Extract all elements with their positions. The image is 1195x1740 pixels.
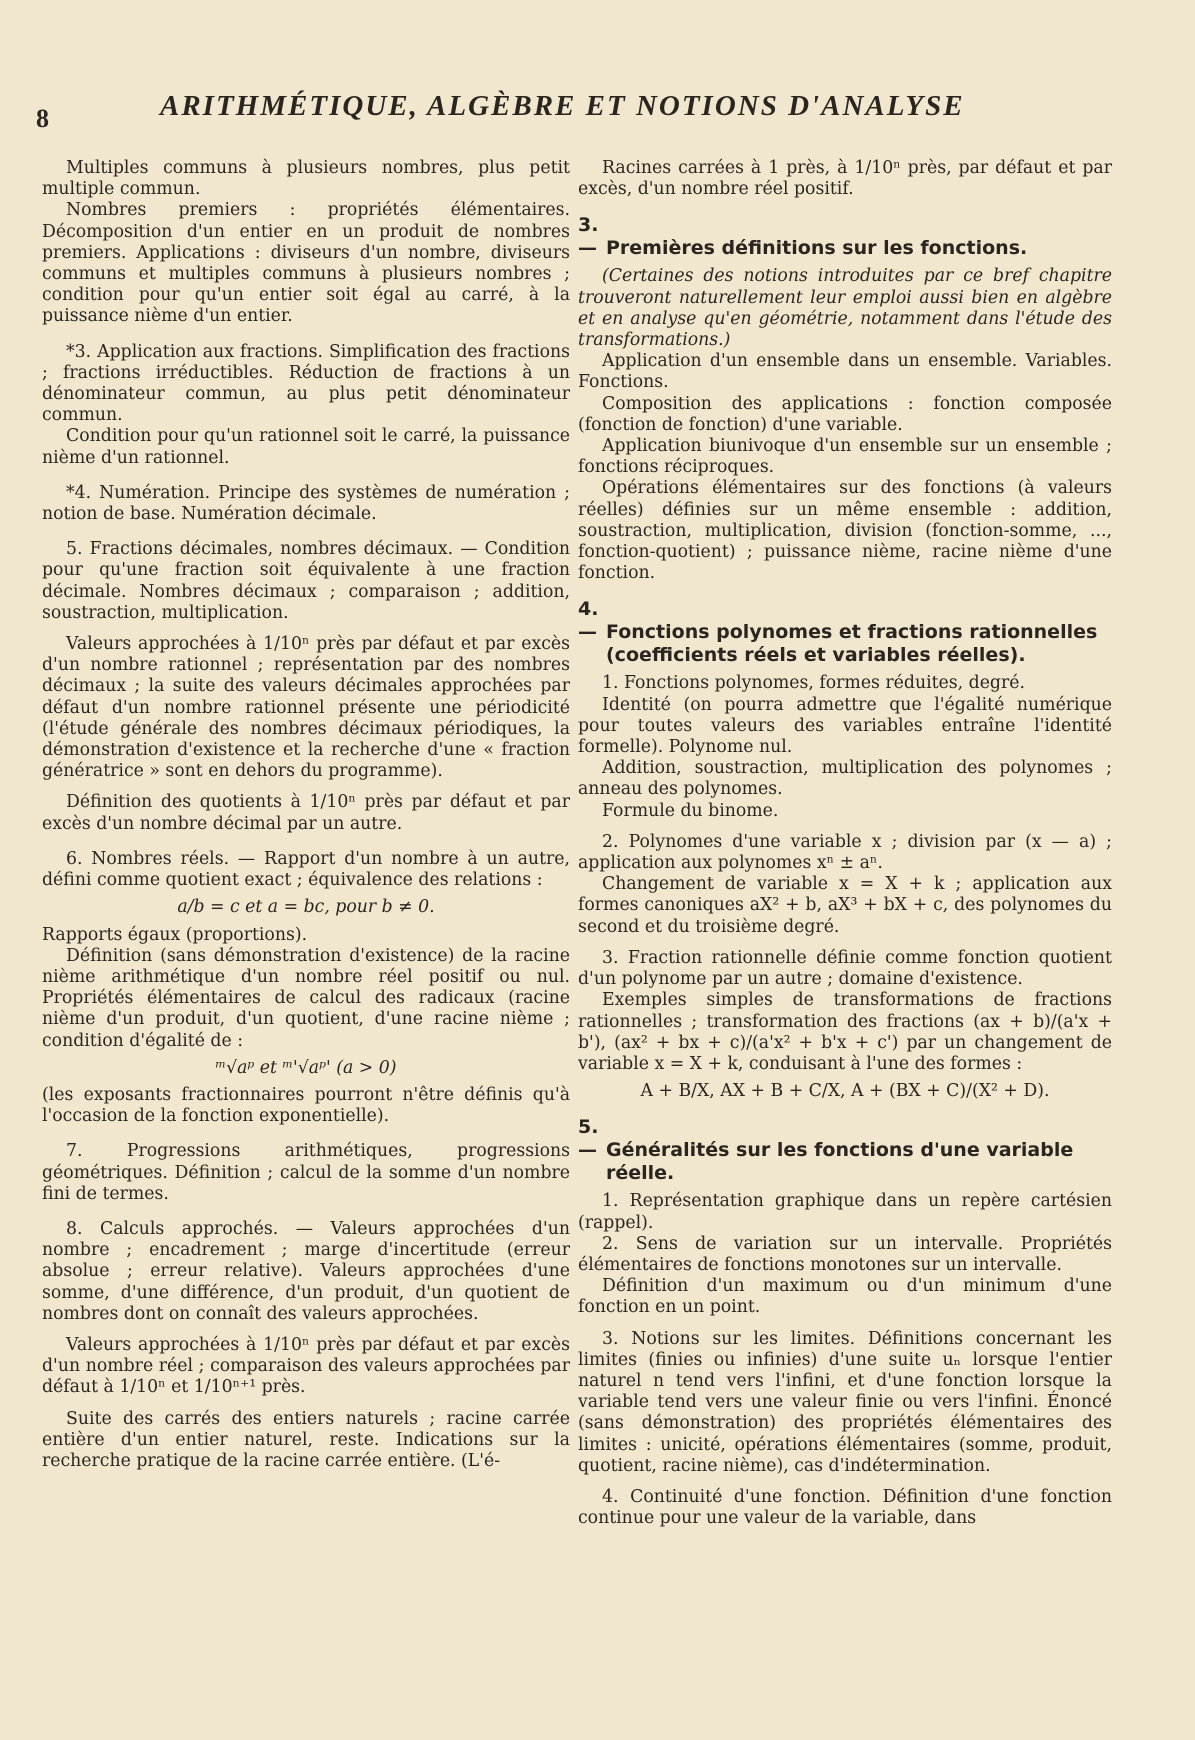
paragraph: Opérations élémentaires sur des fonctions (à valeurs réelles) définies sur un même ensemble : addition, soustraction, multiplication, division (fonction-somme, ..., fonction-quotient) ; puissance nième, racine nième d'une fonction. bbox=[578, 478, 1112, 584]
paragraph: *4. Numération. Principe des systèmes de numération ; notion de base. Numération décimale. bbox=[42, 482, 570, 525]
section-heading-3 bbox=[578, 214, 1112, 260]
paragraph: Définition (sans démonstration d'existence) de la racine nième arithmétique d'un nombre réel positif ou nul. Propriétés élémentaires de calcul des radicaux (racine nième d'un produit, d'un quotient, d'une racine nième ; condition d'égalité de : bbox=[42, 945, 570, 1051]
paragraph: 6. Nombres réels. — Rapport d'un nombre à un autre, défini comme quotient exact ; équivalence des relations : bbox=[42, 848, 570, 891]
paragraph: Nombres premiers : propriétés élémentaires. Décomposition d'un entier en un produit de nombres premiers. Applications : diviseurs d'un nombre, diviseurs communs et multiples communs à plusieurs nombres ; condition pour qu'un entier soit égal au carré, à la puissance nième d'un entier. bbox=[42, 200, 570, 327]
paragraph: 3. Fraction rationnelle définie comme fonction quotient d'un polynome par un autre ; domaine d'existence. bbox=[578, 947, 1112, 990]
paragraph: Valeurs approchées à 1/10ⁿ près par défaut et par excès d'un nombre rationnel ; représentation par des nombres décimaux ; la suite des valeurs décimales approchées par défaut d'un nombre rationnel présente une périodicité (l'étude générale des nombres décimaux périodiques, la démonstration d'existence et la recherche d'une « fraction génératrice » sont en dehors du programme). bbox=[42, 634, 570, 782]
section-heading-5 bbox=[578, 1116, 1112, 1185]
section-number: 5. — bbox=[578, 1116, 599, 1162]
paragraph: Rapports égaux (proportions). bbox=[42, 924, 308, 945]
left-column bbox=[42, 158, 570, 1472]
paragraph: 1. Fonctions polynomes, formes réduites, degré. bbox=[602, 673, 1025, 694]
paragraph: Condition pour qu'un rationnel soit le carré, la puissance nième d'un rationnel. bbox=[42, 426, 570, 468]
paragraph: *3. Application aux fractions. Simplification des fractions ; fractions irréductibles. Réduction de fractions à un dénominateur commun, au plus petit dénominateur commun. bbox=[42, 341, 570, 426]
paragraph: 8. Calculs approchés. — Valeurs approchées d'un nombre ; encadrement ; marge d'incertitude (erreur absolue ; erreur relative). Valeurs approchées d'une somme, d'une différence, d'un produit, d'un quotient de nombres dont on connaît des valeurs approchées. bbox=[42, 1218, 570, 1324]
paragraph: Suite des carrés des entiers naturels ; racine carrée entière d'un entier naturel, reste. Indications sur la recherche pratique de la racine carrée entière. (L'é- bbox=[42, 1408, 570, 1471]
paragraph: (les exposants fractionnaires pourront n'être définis qu'à l'occasion de la fonction exponentielle). bbox=[42, 1084, 570, 1127]
note: (Certaines des notions introduites par ce bref chapitre trouveront naturellement leur emploi aussi bien en algèbre et en analyse qu'en géométrie, notamment dans l'étude des transformations.) bbox=[578, 266, 1112, 351]
paragraph: Formule du binome. bbox=[602, 800, 779, 821]
paragraph: Définition d'un maximum ou d'un minimum d'une fonction en un point. bbox=[578, 1276, 1112, 1318]
paragraph: Changement de variable x = X + k ; application aux formes canoniques aX² + b, aX³ + bX + c, des polynomes du second et du troisième degré. bbox=[578, 874, 1112, 937]
paragraph: Exemples simples de transformations de fractions rationnelles ; transformation des fractions (ax + b)/(a'x + b'), (ax² + bx + c)/(a'x² + b'x + c') par un changement de variable x = X + k, conduisant à l'une des formes : bbox=[578, 990, 1112, 1074]
paragraph: Identité (on pourra admettre que l'égalité numérique pour toutes valeurs des variables entraîne l'identité formelle). Polynome nul. bbox=[578, 694, 1112, 758]
paragraph: 7. Progressions arithmétiques, progressions géométriques. Définition ; calcul de la somme d'un nombre fini de termes. bbox=[42, 1141, 570, 1204]
running-title: ARITHMÉTIQUE, ALGÈBRE ET NOTIONS D'ANALYSE bbox=[160, 90, 965, 122]
paragraph: Application d'un ensemble dans un ensemble. Variables. Fonctions. bbox=[578, 351, 1112, 393]
page-number: 8 bbox=[36, 104, 49, 133]
paragraph: Application biunivoque d'un ensemble sur un ensemble ; fonctions réciproques. bbox=[578, 436, 1112, 478]
section-title: Premières définitions sur les fonctions. bbox=[606, 237, 1028, 260]
paragraph: Composition des applications : fonction composée (fonction de fonction) d'une variable. bbox=[578, 393, 1112, 435]
paragraph: Multiples communs à plusieurs nombres, plus petit multiple commun. bbox=[42, 158, 570, 200]
paragraph: Racines carrées à 1 près, à 1/10ⁿ près, par défaut et par excès, d'un nombre réel positif. bbox=[578, 158, 1112, 200]
section-heading-4 bbox=[578, 598, 1112, 667]
paragraph: Addition, soustraction, multiplication des polynomes ; anneau des polynomes. bbox=[578, 758, 1112, 800]
formula: a/b = c et a = bc, pour b ≠ 0. bbox=[177, 897, 435, 918]
paragraph: 4. Continuité d'une fonction. Définition d'une fonction continue pour une valeur de la variable, dans bbox=[578, 1486, 1112, 1529]
paragraph: 2. Polynomes d'une variable x ; division par (x — a) ; application aux polynomes xⁿ ± aⁿ. bbox=[578, 831, 1112, 874]
paragraph: Définition des quotients à 1/10ⁿ près par défaut et par excès d'un nombre décimal par un autre. bbox=[42, 792, 570, 834]
formula: ᵐ√aᵖ et ᵐ'√aᵖ' (a > 0) bbox=[215, 1057, 397, 1078]
section-title: Fonctions polynomes et fractions rationnelles (coefficients réels et variables réelles). bbox=[606, 621, 1098, 667]
paragraph: 1. Représentation graphique dans un repère cartésien (rappel). bbox=[578, 1191, 1112, 1233]
formula: A + B/X, AX + B + C/X, A + (BX + C)/(X² + D). bbox=[640, 1081, 1050, 1102]
paragraph: 5. Fractions décimales, nombres décimaux. — Condition pour qu'une fraction soit équivalente à une fraction décimale. Nombres décimaux ; comparaison ; addition, soustraction, multiplication. bbox=[42, 539, 570, 623]
paragraph: 2. Sens de variation sur un intervalle. Propriétés élémentaires de fonctions monotones sur un intervalle. bbox=[578, 1233, 1112, 1275]
section-title: Généralités sur les fonctions d'une variable réelle. bbox=[606, 1139, 1074, 1185]
paragraph: Valeurs approchées à 1/10ⁿ près par défaut et par excès d'un nombre réel ; comparaison des valeurs approchées par défaut à 1/10ⁿ et 1/10ⁿ⁺¹ près. bbox=[42, 1334, 570, 1398]
paragraph: 3. Notions sur les limites. Définitions concernant les limites (finies ou infinies) d'une suite uₙ lorsque l'entier naturel n tend vers l'infini, et d'une fonction lorsque la variable tend vers une valeur finie ou vers l'infini. Énoncé (sans démonstration) des propriétés élémentaires des limites : unicité, opérations élémentaires (somme, produit, quotient, racine nième), cas d'indétermination. bbox=[578, 1328, 1112, 1476]
right-column bbox=[578, 158, 1112, 1529]
section-number: 4. — bbox=[578, 598, 599, 644]
section-number: 3. — bbox=[578, 214, 599, 260]
